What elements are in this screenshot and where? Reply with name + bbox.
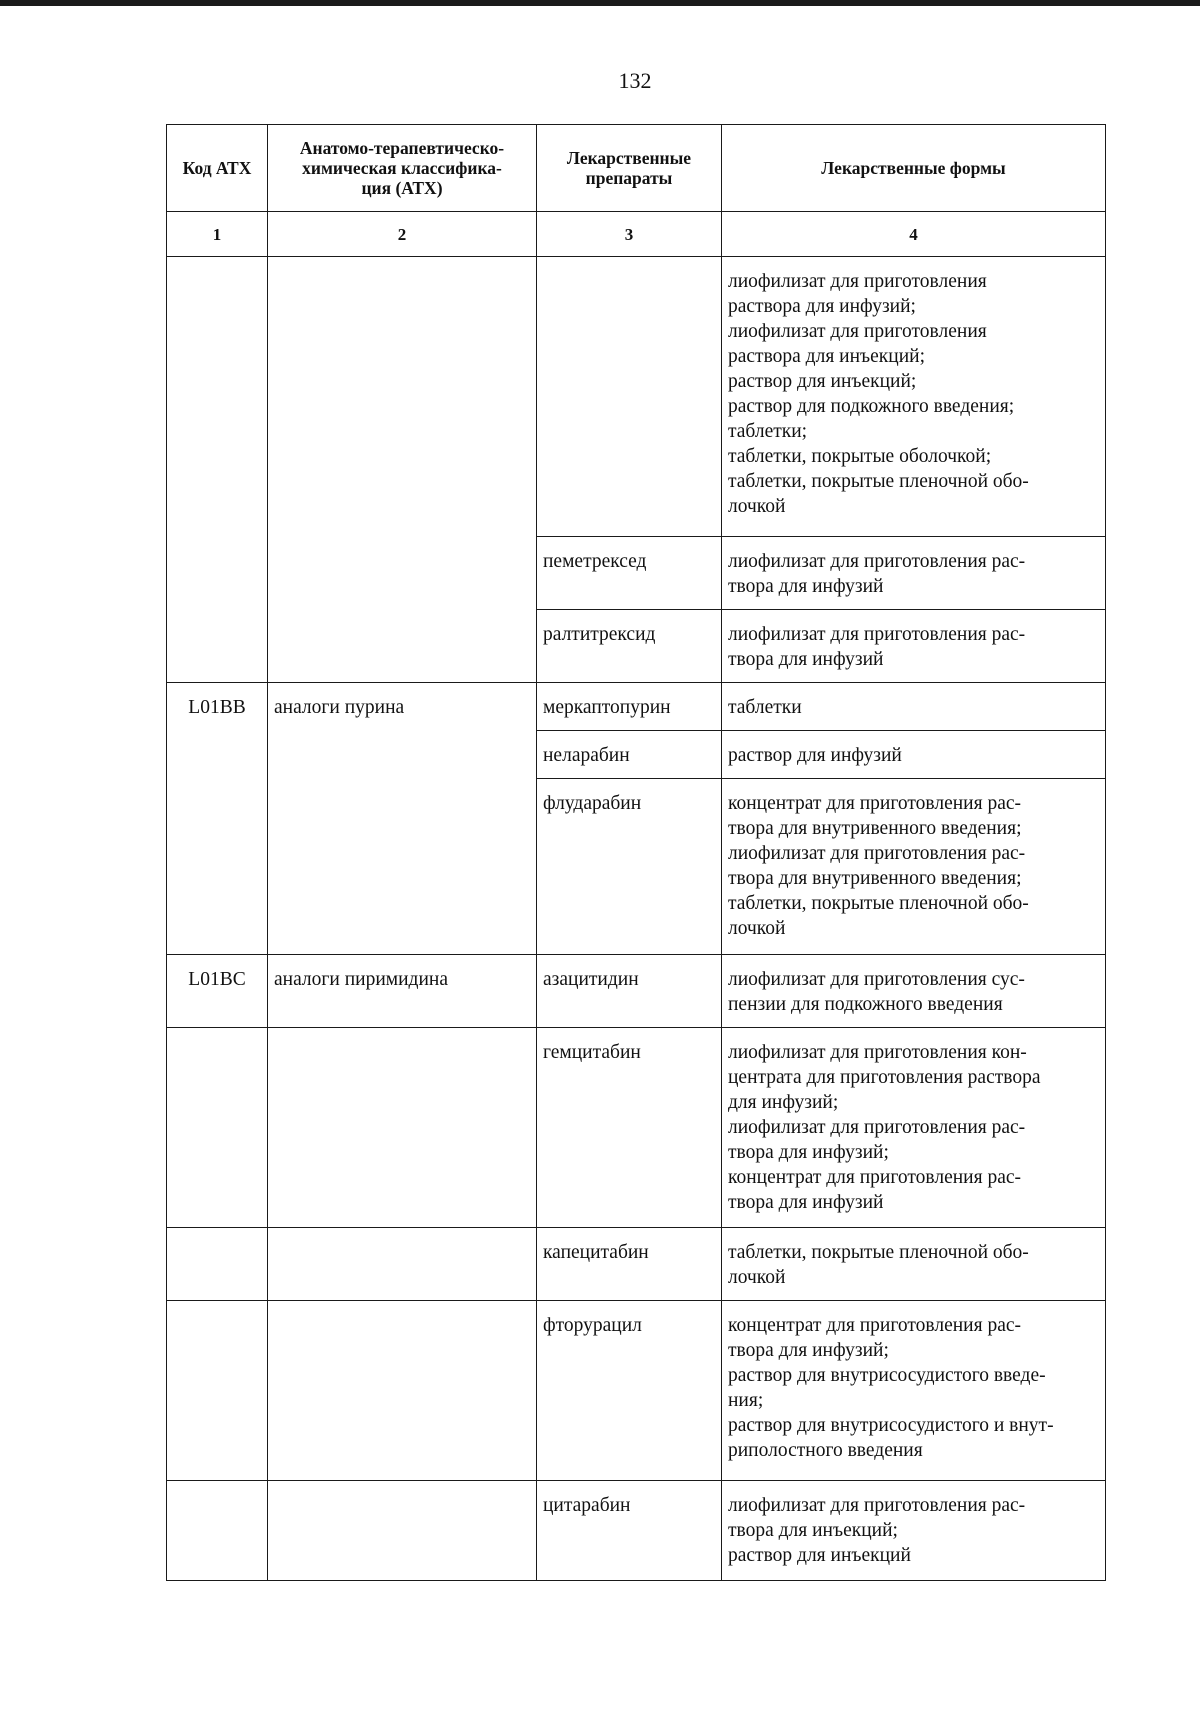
drug-cell: ралтитрексид	[537, 610, 722, 683]
atx-classification-cell	[268, 1228, 537, 1301]
drug-cell: неларабин	[537, 731, 722, 779]
atx-classification-cell	[268, 1301, 537, 1481]
atx-classification-cell: аналоги пурина	[268, 683, 537, 955]
atx-table	[166, 124, 1106, 1581]
drug-cell: фторурацил	[537, 1301, 722, 1481]
atx-code-cell	[167, 257, 268, 683]
dosage-forms-cell: лиофилизат для приготовления рас- твора для инфузий	[722, 610, 1106, 683]
dosage-forms-cell: лиофилизат для приготовления рас- твора для инфузий	[722, 537, 1106, 610]
atx-classification-cell	[268, 1481, 537, 1581]
column-number: 1	[167, 212, 268, 257]
column-number: 3	[537, 212, 722, 257]
dosage-forms-cell: концентрат для приготовления рас- твора для внутривенного введения; лиофилизат для приготовления рас- твора для внутривенного введения; таблетки, покрытые пленочной обо- лочкой	[722, 779, 1106, 955]
column-number: 4	[722, 212, 1106, 257]
drug-cell	[537, 257, 722, 537]
drug-cell: гемцитабин	[537, 1028, 722, 1228]
dosage-forms-cell: лиофилизат для приготовления раствора для инфузий; лиофилизат для приготовления раствора для инъекций; раствор для инъекций; раствор для подкожного введения; таблетки; таблетки, покрытые оболочкой; таблетки, покрытые пленочной обо- лочкой	[722, 257, 1106, 537]
atx-classification-cell	[268, 257, 537, 683]
table-row	[167, 1228, 1106, 1301]
drug-cell: капецитабин	[537, 1228, 722, 1301]
atx-code-cell	[167, 1028, 268, 1228]
header-drugs: Лекарственные препараты	[537, 125, 722, 212]
page-number: 132	[618, 68, 652, 93]
atx-code-cell: L01BB	[167, 683, 268, 955]
header-atx-classification: Анатомо-терапевтическо- химическая классифика- ция (АТХ)	[268, 125, 537, 212]
drug-cell: азацитидин	[537, 955, 722, 1028]
top-border-rule	[0, 0, 1200, 6]
table-row	[167, 683, 1106, 731]
column-number-row	[167, 212, 1106, 257]
header-dosage-forms: Лекарственные формы	[722, 125, 1106, 212]
drug-cell: меркаптопурин	[537, 683, 722, 731]
dosage-forms-cell: лиофилизат для приготовления кон- центрата для приготовления раствора для инфузий; лиофилизат для приготовления рас- твора для инфузий; концентрат для приготовления рас- твора для инфузий	[722, 1028, 1106, 1228]
table-row	[167, 1301, 1106, 1481]
table-row	[167, 257, 1106, 537]
dosage-forms-cell: лиофилизат для приготовления сус- пензии для подкожного введения	[722, 955, 1106, 1028]
header-code-atx: Код АТХ	[167, 125, 268, 212]
dosage-forms-cell: лиофилизат для приготовления рас- твора для инъекций; раствор для инъекций	[722, 1481, 1106, 1581]
dosage-forms-cell: концентрат для приготовления рас- твора для инфузий; раствор для внутрисосудистого введе- ния; раствор для внутрисосудистого и внут- риполостного введения	[722, 1301, 1106, 1481]
table-row	[167, 1028, 1106, 1228]
dosage-forms-cell: таблетки	[722, 683, 1106, 731]
atx-classification-cell: аналоги пиримидина	[268, 955, 537, 1028]
table-row	[167, 1481, 1106, 1581]
table-row	[167, 955, 1106, 1028]
atx-classification-cell	[268, 1028, 537, 1228]
dosage-forms-cell: раствор для инфузий	[722, 731, 1106, 779]
atx-code-cell	[167, 1228, 268, 1301]
drug-cell: пеметрексед	[537, 537, 722, 610]
table-header-row	[167, 125, 1106, 212]
dosage-forms-cell: таблетки, покрытые пленочной обо- лочкой	[722, 1228, 1106, 1301]
atx-code-cell: L01BC	[167, 955, 268, 1028]
atx-code-cell	[167, 1481, 268, 1581]
column-number: 2	[268, 212, 537, 257]
drug-cell: цитарабин	[537, 1481, 722, 1581]
atx-code-cell	[167, 1301, 268, 1481]
drug-cell: флударабин	[537, 779, 722, 955]
